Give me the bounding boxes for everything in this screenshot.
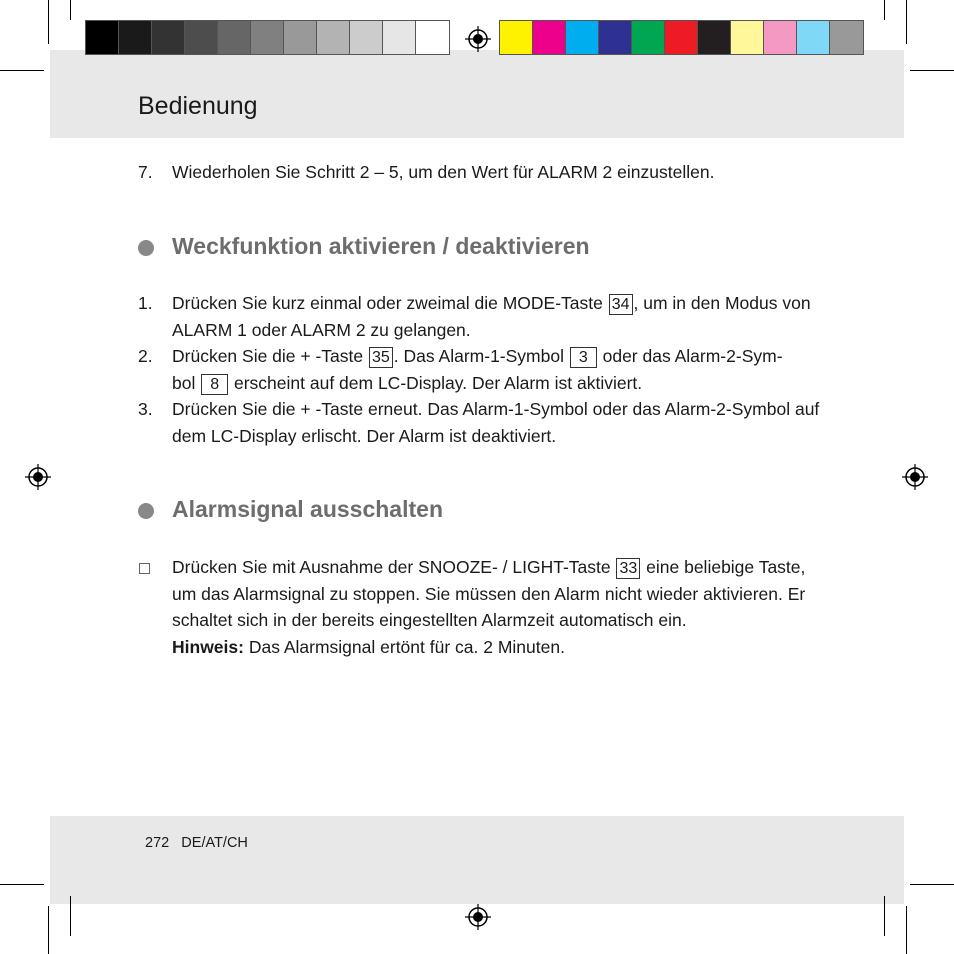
step-text-part: . Das Alarm-1-Symbol	[393, 346, 569, 366]
color-swatch	[830, 21, 863, 54]
note-text: Das Alarmsignal ertönt für ca. 2 Minuten.	[243, 636, 565, 657]
step-number: 3.	[138, 399, 153, 419]
page-number: 272	[145, 835, 170, 851]
part-reference-box: 8	[201, 374, 228, 395]
color-swatch	[500, 21, 533, 54]
crop-mark	[0, 884, 44, 885]
part-reference-box: 35	[369, 347, 393, 368]
crop-mark	[884, 896, 885, 936]
instruction-text	[172, 554, 822, 660]
step-text-part: bol	[172, 372, 201, 393]
crop-mark	[48, 0, 49, 44]
step-text-part: , um in den Modus von ALARM 1 oder ALARM 2 zu gelangen.	[172, 293, 811, 340]
color-swatch	[350, 21, 383, 54]
footer-band	[50, 816, 904, 904]
step-number: 1.	[138, 293, 153, 313]
color-swatch	[284, 21, 317, 54]
instruction-text-part: eine beliebige Taste, um das Alarmsignal zu stoppen. Sie müssen den Alarm nicht wieder aktivieren. Er schaltet sich in der bereits eingestellten Alarmzeit automatisch ein.	[172, 557, 806, 630]
step-text	[172, 290, 832, 343]
crop-mark	[910, 884, 954, 885]
step-text	[172, 343, 832, 396]
step-text-part: Drücken Sie die + -Taste	[172, 346, 368, 366]
instruction-text-part: Drücken Sie mit Ausnahme der SNOOZE- / LIGHT-Taste	[172, 557, 616, 577]
step-text: Drücken Sie die + -Taste erneut. Das Alarm-1-Symbol oder das Alarm-2-Symbol auf dem LC-Display erlischt. Der Alarm ist deaktiviert.	[172, 399, 820, 446]
crop-mark	[48, 906, 49, 954]
color-swatch	[185, 21, 218, 54]
color-swatch	[383, 21, 416, 54]
section-heading: Weckfunktion aktivieren / deaktivieren	[172, 233, 590, 259]
crop-mark	[910, 70, 954, 71]
registration-mark-icon	[465, 904, 491, 930]
page-title: Bedienung	[138, 92, 258, 120]
color-swatch	[152, 21, 185, 54]
color-control-bar	[499, 20, 864, 55]
crop-mark	[884, 0, 885, 20]
crop-mark	[906, 0, 907, 44]
color-swatch	[698, 21, 731, 54]
color-swatch	[317, 21, 350, 54]
checkbox-bullet-icon	[139, 563, 150, 574]
page-footer	[145, 835, 248, 851]
step-text: Wiederholen Sie Schritt 2 – 5, um den Wert für ALARM 2 einzustellen.	[172, 162, 715, 182]
color-swatch	[119, 21, 152, 54]
color-swatch	[566, 21, 599, 54]
grayscale-color-bar	[85, 20, 450, 55]
step-number: 2.	[138, 346, 153, 366]
registration-mark-icon	[902, 464, 928, 490]
section-bullet-icon	[138, 503, 154, 519]
color-swatch	[665, 21, 698, 54]
registration-mark-icon	[25, 464, 51, 490]
crop-mark	[70, 896, 71, 936]
step-text-part: erscheint auf dem LC-Display. Der Alarm ist aktiviert.	[229, 372, 643, 393]
step-number: 7.	[138, 162, 153, 182]
color-swatch	[731, 21, 764, 54]
color-swatch	[764, 21, 797, 54]
color-swatch	[599, 21, 632, 54]
color-swatch	[416, 21, 449, 54]
section-bullet-icon	[138, 240, 154, 256]
section-heading: Alarmsignal ausschalten	[172, 496, 443, 522]
color-swatch	[632, 21, 665, 54]
crop-mark	[0, 70, 44, 71]
part-reference-box: 33	[616, 558, 640, 579]
note-label: Hinweis:	[172, 636, 244, 657]
color-swatch	[797, 21, 830, 54]
color-swatch	[86, 21, 119, 54]
step-text-part: Drücken Sie kurz einmal oder zweimal die MODE-Taste	[172, 293, 608, 313]
crop-mark	[70, 0, 71, 20]
step-text-part: oder das Alarm-2-Sym-	[597, 346, 783, 366]
registration-mark-icon	[465, 26, 491, 52]
color-swatch	[251, 21, 284, 54]
part-reference-box: 34	[609, 294, 633, 315]
color-swatch	[533, 21, 566, 54]
part-reference-box: 3	[570, 347, 597, 368]
color-swatch	[218, 21, 251, 54]
crop-mark	[906, 906, 907, 954]
region-code: DE/AT/CH	[181, 835, 248, 851]
